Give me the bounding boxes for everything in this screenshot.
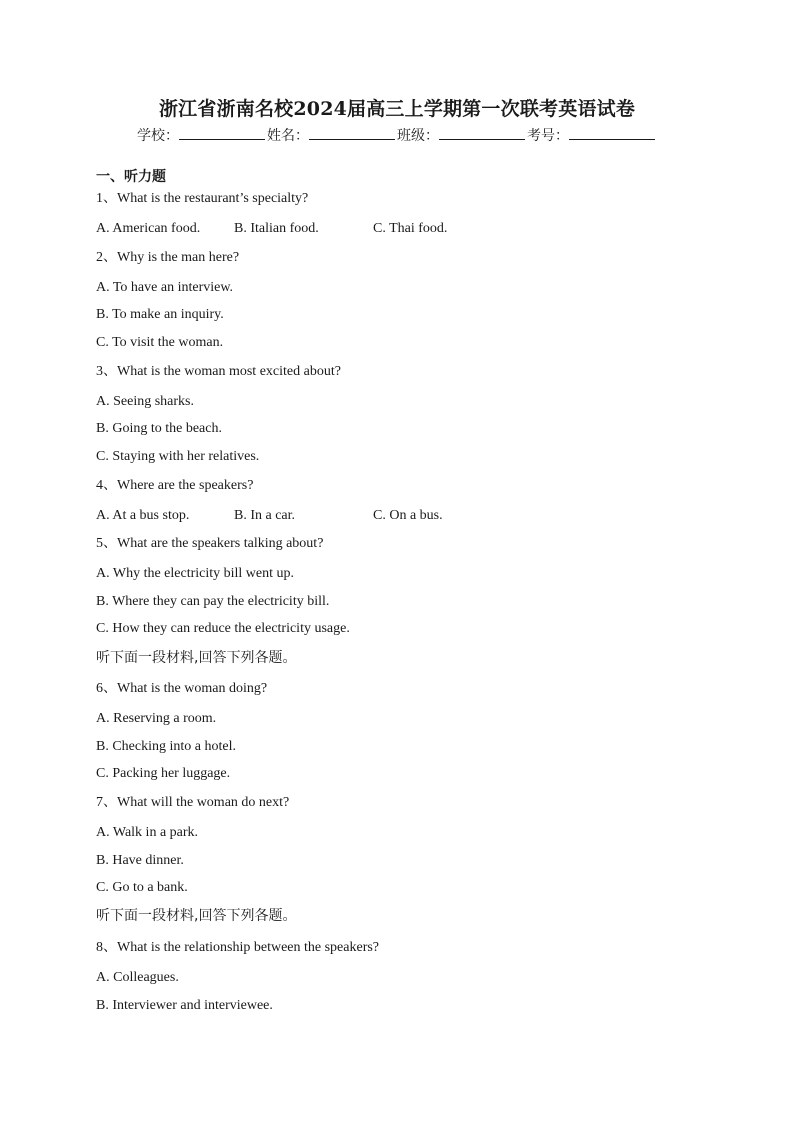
question-1-option-a: A. American food. xyxy=(96,221,201,236)
exam-title: 浙江省浙南名校2024届高三上学期第一次联考英语试卷 xyxy=(158,98,636,120)
instruction-text-2: 听下面一段材料,回答下列各题。 xyxy=(96,908,297,924)
question-8-option-a: A. Colleagues. xyxy=(96,970,179,985)
class-label: 班级： xyxy=(397,128,439,144)
name-label: 姓名： xyxy=(267,128,309,144)
name-blank xyxy=(309,125,395,140)
question-3-option-c: C. Staying with her relatives. xyxy=(96,449,260,464)
question-5-option-b: B. Where they can pay the electricity bill. xyxy=(96,594,330,609)
question-7: 7、What will the woman do next? xyxy=(96,795,290,810)
question-5-option-c: C. How they can reduce the electricity usage. xyxy=(96,621,350,636)
question-2-option-c: C. To visit the woman. xyxy=(96,335,224,350)
question-6-option-b: B. Checking into a hotel. xyxy=(96,739,236,754)
question-8: 8、What is the relationship between the speakers? xyxy=(96,940,380,955)
question-4: 4、Where are the speakers? xyxy=(96,478,254,493)
school-blank xyxy=(179,125,265,140)
section-heading-listening: 一、听力题 xyxy=(96,169,166,185)
question-2-option-b: B. To make an inquiry. xyxy=(96,307,224,322)
question-7-option-c: C. Go to a bank. xyxy=(96,880,188,895)
question-6: 6、What is the woman doing? xyxy=(96,681,268,696)
question-2: 2、Why is the man here? xyxy=(96,250,240,265)
question-3-option-b: B. Going to the beach. xyxy=(96,421,222,436)
question-6-option-a: A. Reserving a room. xyxy=(96,711,217,726)
question-7-option-b: B. Have dinner. xyxy=(96,853,184,868)
question-1: 1、What is the restaurant’s specialty? xyxy=(96,191,309,206)
question-4-option-c: C. On a bus. xyxy=(373,508,443,523)
question-1-option-c: C. Thai food. xyxy=(373,221,448,236)
school-label: 学校： xyxy=(137,128,179,144)
question-7-option-a: A. Walk in a park. xyxy=(96,825,199,840)
question-8-option-b: B. Interviewer and interviewee. xyxy=(96,998,273,1013)
instruction-text-1: 听下面一段材料,回答下列各题。 xyxy=(96,650,297,666)
student-info-row xyxy=(0,125,794,146)
question-2-option-a: A. To have an interview. xyxy=(96,280,234,295)
question-4-option-b: B. In a car. xyxy=(234,508,296,523)
exam-number-label: 考号： xyxy=(527,128,569,144)
question-4-option-a: A. At a bus stop. xyxy=(96,508,190,523)
question-5: 5、What are the speakers talking about? xyxy=(96,536,324,551)
exam-number-blank xyxy=(569,125,655,140)
question-3: 3、What is the woman most excited about? xyxy=(96,364,341,379)
question-3-option-a: A. Seeing sharks. xyxy=(96,394,194,409)
question-5-option-a: A. Why the electricity bill went up. xyxy=(96,566,295,581)
question-1-option-b: B. Italian food. xyxy=(234,221,319,236)
class-blank xyxy=(439,125,525,140)
question-6-option-c: C. Packing her luggage. xyxy=(96,766,231,781)
